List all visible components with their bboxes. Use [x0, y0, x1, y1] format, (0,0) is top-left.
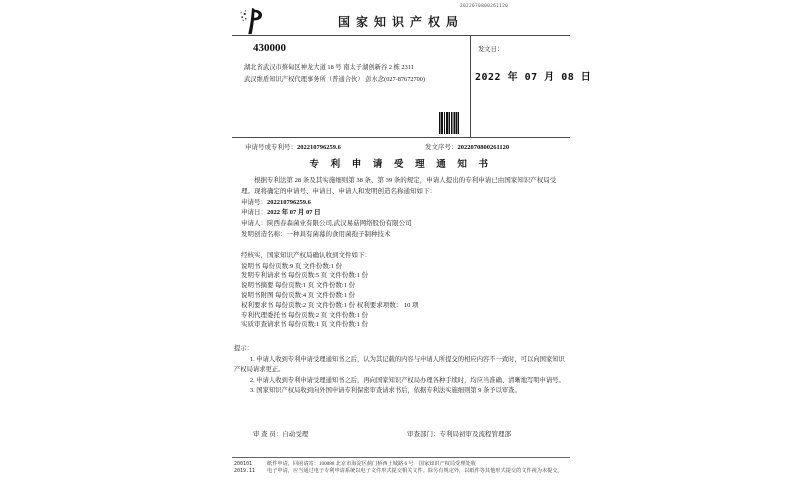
notice-body [241, 176, 568, 330]
examiner-label: 审 查 员： [253, 431, 283, 438]
field-application-no [241, 198, 568, 209]
received-item: 权利要求书 每份页数:2 页 文件份数:1 份 权利要求项数： 10 项 [241, 301, 419, 309]
note-item: 1. 申请人收到专利申请受理通知书之后，认为其记载的内容与申请人所提交的相应内容不一致时，可以向国家知识产权局请求更正。 [234, 355, 565, 374]
received-item: 说明书附图 每份页数:4 页 文件份数:1 份 [241, 291, 356, 299]
top-reference-number: 2022070800261120 [460, 4, 509, 9]
department-label: 审查部门： [407, 431, 440, 438]
department-value: 专利局初审及流程管理部 [439, 431, 511, 438]
spacer [241, 241, 568, 251]
received-item: 实质审查请求书 每份页数:1 页 文件份数:1 份 [241, 321, 369, 329]
postal-code: 430000 [253, 42, 286, 54]
barcode [439, 112, 459, 134]
field-application-date [241, 208, 568, 219]
dispatch-date-value: 2022 年 07 月 08 日 [475, 72, 592, 83]
footer-instructions [267, 461, 567, 475]
received-item: 说明书摘要 每份页数:1 页 文件份数:1 份 [241, 282, 356, 290]
notes-label: 提示： [234, 345, 253, 352]
field-value: 一种具有菌幕的食用菌孢子制种技术 [286, 230, 391, 238]
footer-form-codes [234, 461, 255, 475]
note-item: 3. 国家知识产权局收到向外国申请专利保密审查请求书后，依据专利法实施细则第 9 条予以审查。 [250, 387, 521, 395]
department-row [407, 429, 511, 438]
footer-line-2: 电子申请，应当通过电子专利申请系统以电子文件形式提交相关文件。除另有规定外，以纸件等其他形式提交的文件视为未提交。 [267, 467, 563, 474]
received-item: 说明书 每份页数:9 页 文件份数:1 份 [241, 262, 343, 270]
date-box-divider [470, 35, 471, 137]
intro-paragraph: 根据专利法第 28 条及其实施细则第 38 条、第 39 条的规定，申请人提出的专利申请已由国家知识产权局受理。现将确定的申请号、申请日、申请人和发明创造名称通知如下： [241, 177, 557, 195]
serial-number-row [425, 142, 509, 151]
field-label: 申请日： [241, 209, 267, 217]
footer-divider [232, 457, 570, 458]
field-invention-title [241, 230, 568, 241]
notes-section [234, 344, 570, 397]
field-value: 陕西春森菌业有限公司,武汉易菇网络股份有限公司 [267, 220, 412, 228]
examiner-row [253, 429, 308, 438]
serial-number-value: 2022070800261120 [457, 144, 510, 151]
field-applicants [241, 219, 568, 230]
note-item: 2. 申请人收到专利申请受理通知书之后，再向国家知识产权局办理各种手续时，均应当准确、清晰地写明申请号。 [250, 376, 565, 384]
footer-line-1: 纸件申请，回函请寄：100088 北京市海淀区蓟门桥西土城路 6 号 国家知识产权局受理处收 [267, 461, 476, 467]
address-line-2: 武汉维盾知识产权代理事务所（普通合伙） 彭水念(027-87672700) [244, 75, 426, 83]
dispatch-date-label: 发文日： [478, 46, 504, 53]
meta-divider [232, 137, 570, 138]
received-intro: 经核实，国家知识产权局确认收到文件如下： [241, 251, 371, 259]
application-number-label: 申请号或专利号： [245, 144, 297, 151]
field-label: 发明创造名称： [241, 230, 287, 238]
field-label: 申请号： [241, 198, 267, 206]
examiner-value: 自动受理 [282, 431, 309, 438]
received-item: 发明专利请求书 每份页数:5 页 文件份数:1 份 [241, 272, 369, 280]
footer-form-version: 2019.11 [234, 467, 256, 474]
serial-number-label: 发文序号： [425, 144, 458, 151]
address-line-1: 湖北省武汉市蔡甸区神龙大道 18 号 南太子湖创新谷 2 栋 2311 [244, 64, 414, 71]
application-number-value: 202210796259.6 [297, 144, 341, 151]
field-label: 申请人： [241, 220, 267, 228]
field-value: 2022 年 07 月 07 日 [267, 209, 321, 217]
field-value: 202210796259.6 [267, 198, 311, 206]
footer-form-code: 200101 [234, 461, 253, 467]
recipient-address [244, 62, 464, 85]
header-divider [232, 35, 570, 36]
application-number-row [245, 142, 341, 151]
office-name: 国家知识产权局 [337, 15, 464, 29]
notice-title: 专 利 申 请 受 理 通 知 书 [309, 159, 493, 170]
received-item: 专利代理委托书 每份页数:2 页 文件份数:1 份 [241, 311, 369, 319]
